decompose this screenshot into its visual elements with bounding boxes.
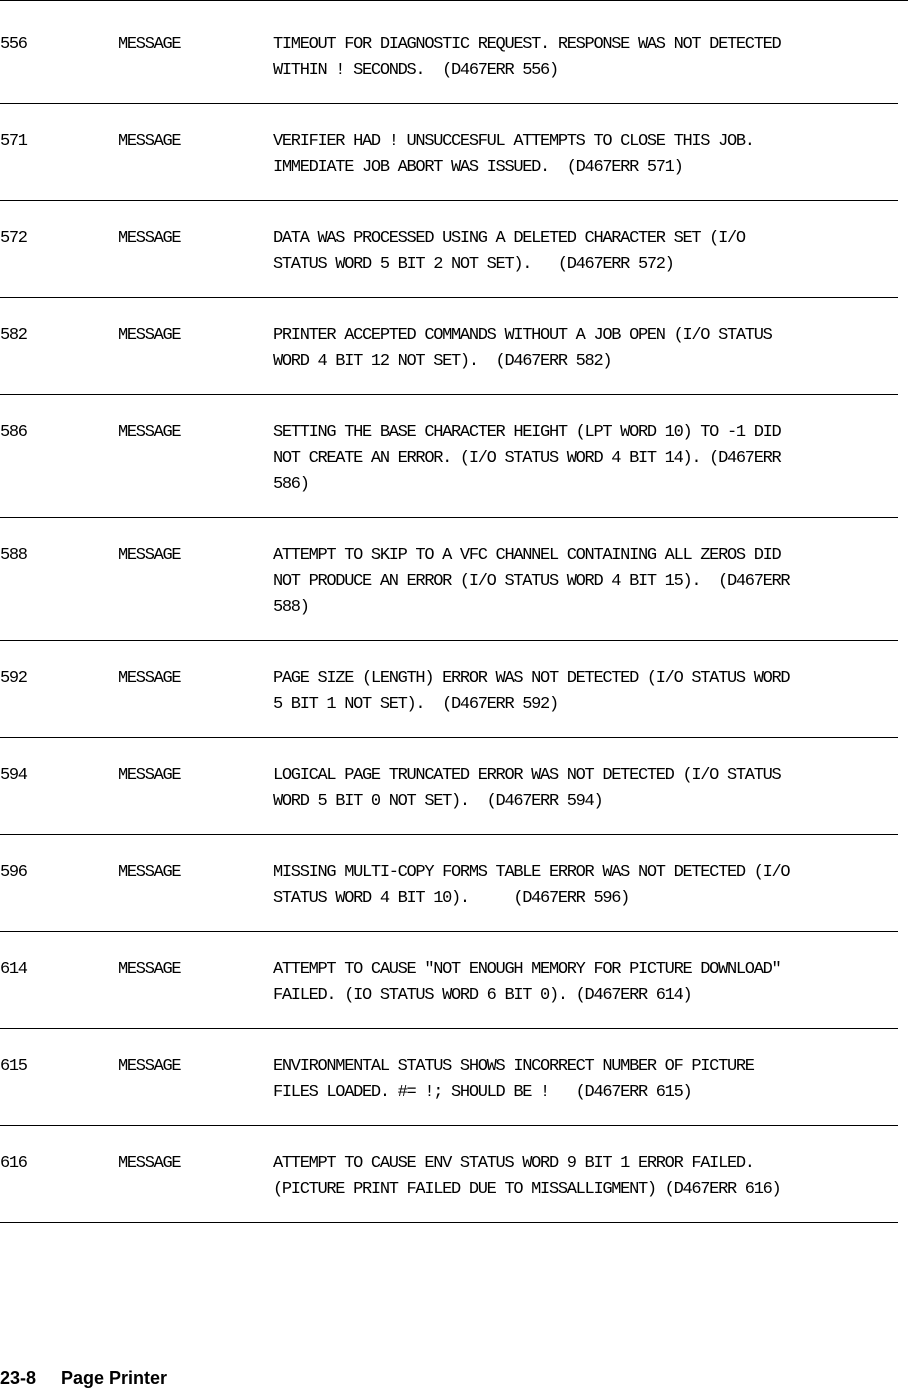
- entry-divider: [0, 640, 898, 641]
- message-text-line: ATTEMPT TO SKIP TO A VFC CHANNEL CONTAINING ALL ZEROS DID: [273, 546, 781, 565]
- message-text: [273, 129, 905, 181]
- entry-divider: [0, 834, 898, 835]
- message-text: [273, 860, 905, 912]
- message-text-line: ATTEMPT TO CAUSE ENV STATUS WORD 9 BIT 1 ERROR FAILED.: [273, 1154, 754, 1173]
- message-text-line: ENVIRONMENTAL STATUS SHOWS INCORRECT NUMBER OF PICTURE: [273, 1057, 754, 1076]
- message-text: [273, 543, 905, 621]
- message-text-line: WITHIN ! SECONDS. (D467ERR 556): [273, 61, 558, 80]
- message-code: 592: [0, 669, 27, 688]
- entry-divider: [0, 517, 898, 518]
- message-text-line: PRINTER ACCEPTED COMMANDS WITHOUT A JOB OPEN (I/O STATUS: [273, 326, 772, 345]
- message-text-line: STATUS WORD 5 BIT 2 NOT SET). (D467ERR 572): [273, 255, 674, 274]
- entry-divider: [0, 737, 898, 738]
- message-text: [273, 420, 905, 498]
- message-type: MESSAGE: [118, 229, 181, 248]
- message-text: [273, 32, 905, 84]
- entry-divider: [0, 1028, 898, 1029]
- message-text-line: WORD 4 BIT 12 NOT SET). (D467ERR 582): [273, 352, 612, 371]
- message-text-line: SETTING THE BASE CHARACTER HEIGHT (LPT WORD 10) TO -1 DID: [273, 423, 781, 442]
- section-title: Page Printer: [61, 1368, 168, 1388]
- message-text: [273, 226, 905, 278]
- message-type: MESSAGE: [118, 960, 181, 979]
- message-text: [273, 1151, 905, 1203]
- message-text: [273, 666, 905, 718]
- message-text-line: VERIFIER HAD ! UNSUCCESFUL ATTEMPTS TO CLOSE THIS JOB.: [273, 132, 754, 151]
- message-text-line: NOT PRODUCE AN ERROR (I/O STATUS WORD 4 BIT 15). (D467ERR: [273, 572, 790, 591]
- message-text-line: DATA WAS PROCESSED USING A DELETED CHARACTER SET (I/O: [273, 229, 745, 248]
- top-rule: [0, 0, 908, 1]
- entry-divider: [0, 931, 898, 932]
- message-text: [273, 763, 905, 815]
- message-text-line: ATTEMPT TO CAUSE "NOT ENOUGH MEMORY FOR PICTURE DOWNLOAD": [273, 960, 781, 979]
- message-type: MESSAGE: [118, 326, 181, 345]
- message-text-line: 5 BIT 1 NOT SET). (D467ERR 592): [273, 695, 558, 714]
- message-text-line: STATUS WORD 4 BIT 10). (D467ERR 596): [273, 889, 630, 908]
- page-number: 23-8: [0, 1368, 37, 1388]
- message-text-line: FAILED. (IO STATUS WORD 6 BIT 0). (D467ERR 614): [273, 986, 692, 1005]
- message-code: 615: [0, 1057, 27, 1076]
- message-text: [273, 1054, 905, 1106]
- message-text-line: TIMEOUT FOR DIAGNOSTIC REQUEST. RESPONSE WAS NOT DETECTED: [273, 35, 781, 54]
- message-text-line: IMMEDIATE JOB ABORT WAS ISSUED. (D467ERR 571): [273, 158, 683, 177]
- message-code: 594: [0, 766, 27, 785]
- message-code: 571: [0, 132, 27, 151]
- message-text-line: NOT CREATE AN ERROR. (I/O STATUS WORD 4 BIT 14). (D467ERR: [273, 449, 781, 468]
- message-text-line: WORD 5 BIT 0 NOT SET). (D467ERR 594): [273, 792, 603, 811]
- entry-divider: [0, 1125, 898, 1126]
- page-footer: [0, 1368, 167, 1389]
- message-code: 582: [0, 326, 27, 345]
- message-code: 596: [0, 863, 27, 882]
- entry-divider: [0, 1222, 898, 1223]
- message-code: 572: [0, 229, 27, 248]
- message-text-line: FILES LOADED. #= !; SHOULD BE ! (D467ERR 615): [273, 1083, 692, 1102]
- message-type: MESSAGE: [118, 423, 181, 442]
- message-text: [273, 323, 905, 375]
- message-code: 616: [0, 1154, 27, 1173]
- message-text-line: (PICTURE PRINT FAILED DUE TO MISSALLIGMENT) (D467ERR 616): [273, 1180, 781, 1199]
- message-code: 586: [0, 423, 27, 442]
- message-type: MESSAGE: [118, 132, 181, 151]
- entry-divider: [0, 297, 898, 298]
- message-type: MESSAGE: [118, 1154, 181, 1173]
- message-type: MESSAGE: [118, 766, 181, 785]
- message-text: [273, 957, 905, 1009]
- message-type: MESSAGE: [118, 863, 181, 882]
- message-text-line: 586): [273, 475, 309, 494]
- message-text-line: 588): [273, 598, 309, 617]
- message-code: 588: [0, 546, 27, 565]
- message-text-line: LOGICAL PAGE TRUNCATED ERROR WAS NOT DETECTED (I/O STATUS: [273, 766, 781, 785]
- message-type: MESSAGE: [118, 669, 181, 688]
- entry-divider: [0, 200, 898, 201]
- message-code: 614: [0, 960, 27, 979]
- message-text-line: PAGE SIZE (LENGTH) ERROR WAS NOT DETECTED (I/O STATUS WORD: [273, 669, 790, 688]
- message-type: MESSAGE: [118, 1057, 181, 1076]
- message-text-line: MISSING MULTI-COPY FORMS TABLE ERROR WAS NOT DETECTED (I/O: [273, 863, 790, 882]
- message-type: MESSAGE: [118, 546, 181, 565]
- entry-divider: [0, 394, 898, 395]
- entry-divider: [0, 103, 898, 104]
- message-code: 556: [0, 35, 27, 54]
- message-type: MESSAGE: [118, 35, 181, 54]
